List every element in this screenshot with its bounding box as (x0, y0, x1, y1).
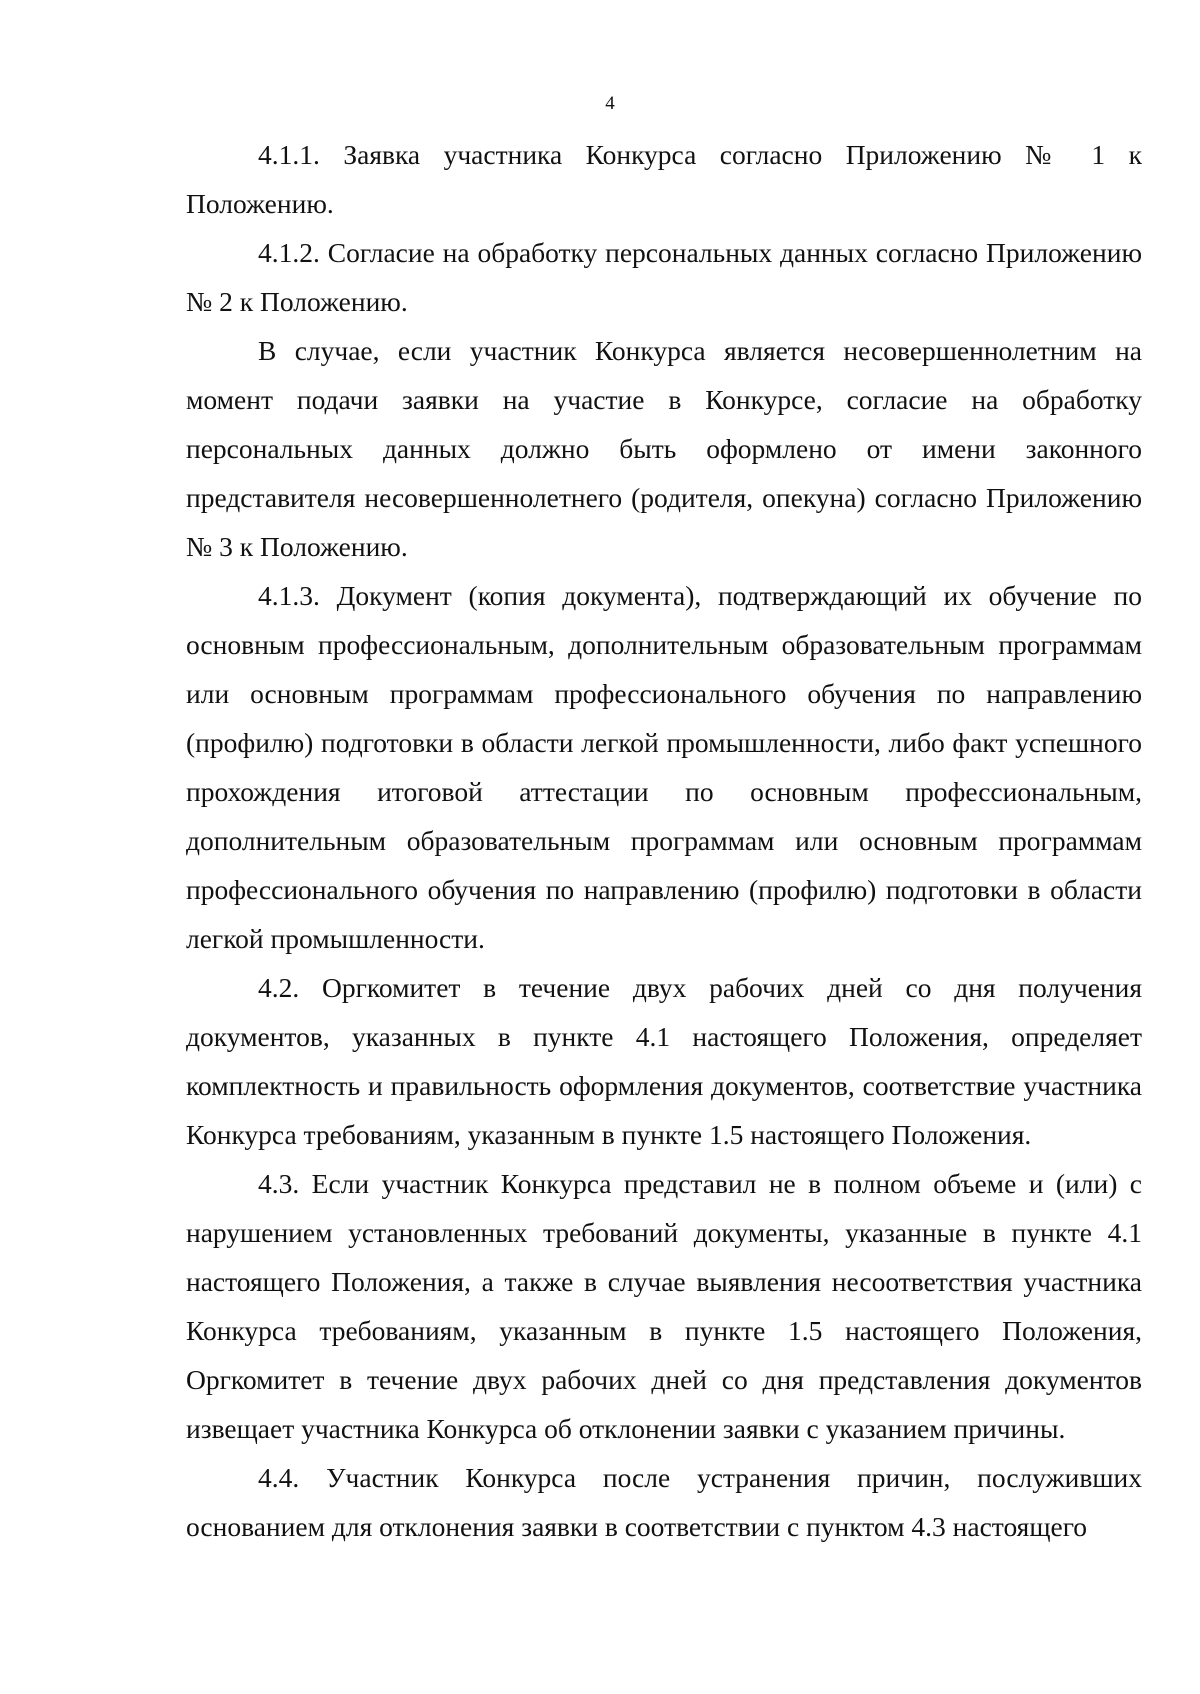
paragraph-4-4: 4.4. Участник Конкурса после устранения причин, послуживших основанием для отклонения заявки в соответствии с пунктом 4.3 настоящего (186, 1462, 1142, 1542)
page-number: 4 (605, 93, 615, 114)
paragraph-4-2: 4.2. Оргкомитет в течение двух рабочих дней со дня получения документов, указанных в пункте 4.1 настоящего Положения, определяет комплектность и правильность оформления документов, соответствие участника Конкурса требованиям, указанным в пункте 1.5 настоящего Положения. (186, 972, 1142, 1150)
paragraph-4-3: 4.3. Если участник Конкурса представил не в полном объеме и (или) с нарушением установленных требований документы, указанные в пункте 4.1 настоящего Положения, а также в случае выявления несоответствия участника Конкурса требованиям, указанным в пункте 1.5 настоящего Положения, Оргкомитет в течение двух рабочих дней со дня представления документов извещает участника Конкурса об отклонении заявки с указанием причины. (186, 1168, 1142, 1444)
paragraph-4-1-2: 4.1.2. Согласие на обработку персональных данных согласно Приложению № 2 к Положению. (186, 237, 1142, 317)
paragraph-4-1-1: 4.1.1. Заявка участника Конкурса согласно Приложению № 1 к Положению. (186, 139, 1142, 219)
paragraph-4-1-3: 4.1.3. Документ (копия документа), подтверждающий их обучение по основным профессиональным, дополнительным образовательным программам или основным программам профессионального обучения по направлению (профилю) подготовки в области легкой промышленности, либо факт успешного прохождения итоговой аттестации по основным профессиональным, дополнительным образовательным программам или основным программам профессионального обучения по направлению (профилю) подготовки в области легкой промышленности. (186, 580, 1142, 954)
document-body (186, 130, 1142, 1551)
paragraph-minor-consent: В случае, если участник Конкурса является несовершеннолетним на момент подачи заявки на участие в Конкурсе, согласие на обработку персональных данных должно быть оформлено от имени законного представителя несовершеннолетнего (родителя, опекуна) согласно Приложению № 3 к Положению. (186, 335, 1142, 562)
